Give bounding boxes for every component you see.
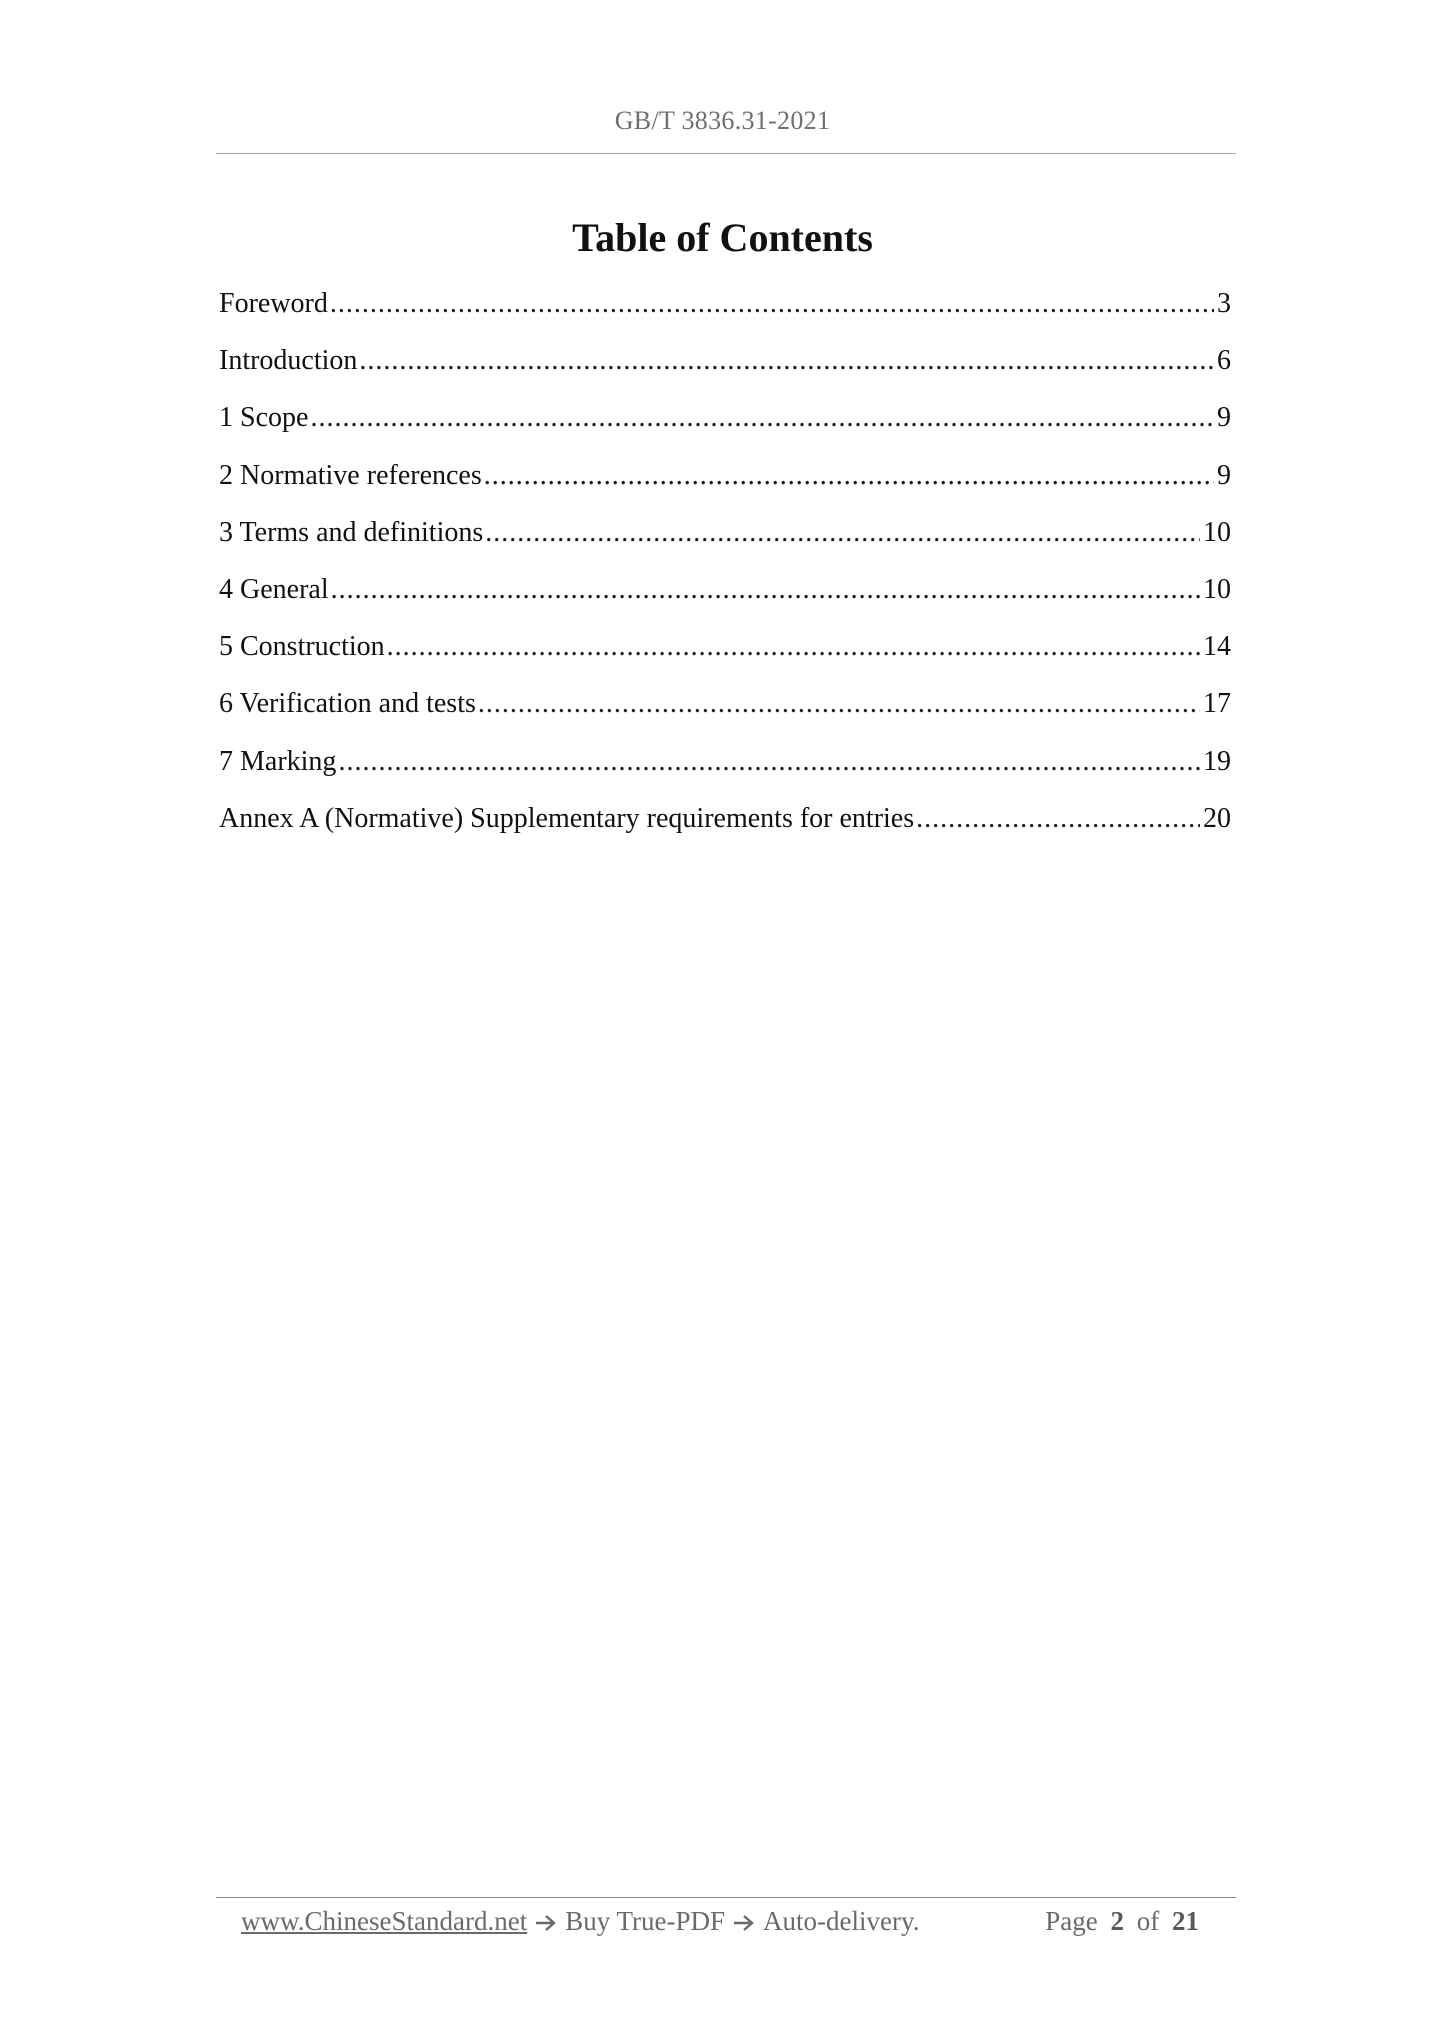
toc-entry-page: 3 bbox=[1217, 288, 1231, 319]
toc-leader-dots bbox=[338, 742, 1200, 782]
toc-entry-page: 10 bbox=[1203, 516, 1231, 548]
toc-list bbox=[219, 284, 1231, 856]
toc-entry-page: 14 bbox=[1203, 631, 1231, 663]
toc-entry-foreword[interactable] bbox=[219, 284, 1231, 341]
toc-entry-label: 3 Terms and definitions bbox=[219, 516, 484, 548]
toc-entry-label: 5 Construction bbox=[219, 631, 385, 663]
toc-entry-label: Foreword bbox=[219, 288, 328, 319]
toc-entry-label: 7 Marking bbox=[219, 745, 337, 777]
auto-delivery-text: Auto-delivery. bbox=[763, 1906, 920, 1936]
footer-purchase-line bbox=[241, 1897, 919, 1945]
toc-entry-page: 9 bbox=[1217, 402, 1231, 434]
toc-entry-verification-and-tests[interactable] bbox=[219, 684, 1231, 741]
page-current: 2 bbox=[1110, 1906, 1124, 1936]
toc-entry-label: 4 General bbox=[219, 573, 329, 605]
toc-entry-label: Annex A (Normative) Supplementary requirements for entries bbox=[219, 802, 915, 834]
toc-entry-page: 9 bbox=[1217, 459, 1231, 491]
toc-leader-dots bbox=[484, 456, 1214, 496]
toc-entry-label: 1 Scope bbox=[219, 402, 309, 434]
toc-entry-page: 19 bbox=[1203, 745, 1231, 777]
toc-entry-page: 10 bbox=[1203, 573, 1231, 605]
toc-entry-page: 20 bbox=[1203, 802, 1231, 834]
toc-entry-label: 6 Verification and tests bbox=[219, 688, 476, 720]
toc-entry-label: 2 Normative references bbox=[219, 459, 482, 491]
right-arrow-icon bbox=[535, 1899, 557, 1917]
right-arrow-icon bbox=[733, 1899, 755, 1917]
toc-entry-page: 6 bbox=[1217, 345, 1231, 377]
toc-leader-dots bbox=[331, 570, 1200, 610]
toc-leader-dots bbox=[916, 799, 1200, 839]
toc-entry-scope[interactable] bbox=[219, 398, 1231, 455]
toc-leader-dots bbox=[330, 284, 1214, 324]
site-link[interactable]: www.ChineseStandard.net bbox=[241, 1906, 528, 1936]
page-word: Page bbox=[1045, 1906, 1098, 1936]
toc-heading: Table of Contents bbox=[572, 215, 873, 260]
toc-entry-label: Introduction bbox=[219, 345, 358, 377]
toc-leader-dots bbox=[387, 627, 1200, 667]
toc-entry-general[interactable] bbox=[219, 570, 1231, 627]
toc-entry-terms-and-definitions[interactable] bbox=[219, 513, 1231, 570]
toc-entry-marking[interactable] bbox=[219, 742, 1231, 799]
toc-leader-dots bbox=[310, 398, 1214, 438]
toc-entry-page: 17 bbox=[1203, 688, 1231, 720]
page-number bbox=[1045, 1897, 1205, 1945]
toc-entry-normative-references[interactable] bbox=[219, 456, 1231, 513]
header-divider bbox=[216, 153, 1236, 154]
page-footer bbox=[241, 1897, 1205, 1945]
buy-true-pdf-text: Buy True-PDF bbox=[565, 1906, 726, 1936]
toc-entry-construction[interactable] bbox=[219, 627, 1231, 684]
toc-leader-dots bbox=[359, 341, 1214, 381]
toc-leader-dots bbox=[485, 513, 1200, 553]
toc-entry-annex-a[interactable] bbox=[219, 799, 1231, 856]
document-header-id: GB/T 3836.31-2021 bbox=[614, 106, 831, 135]
of-word: of bbox=[1136, 1906, 1160, 1936]
toc-leader-dots bbox=[478, 684, 1200, 724]
toc-entry-introduction[interactable] bbox=[219, 341, 1231, 398]
page-total: 21 bbox=[1172, 1906, 1199, 1936]
